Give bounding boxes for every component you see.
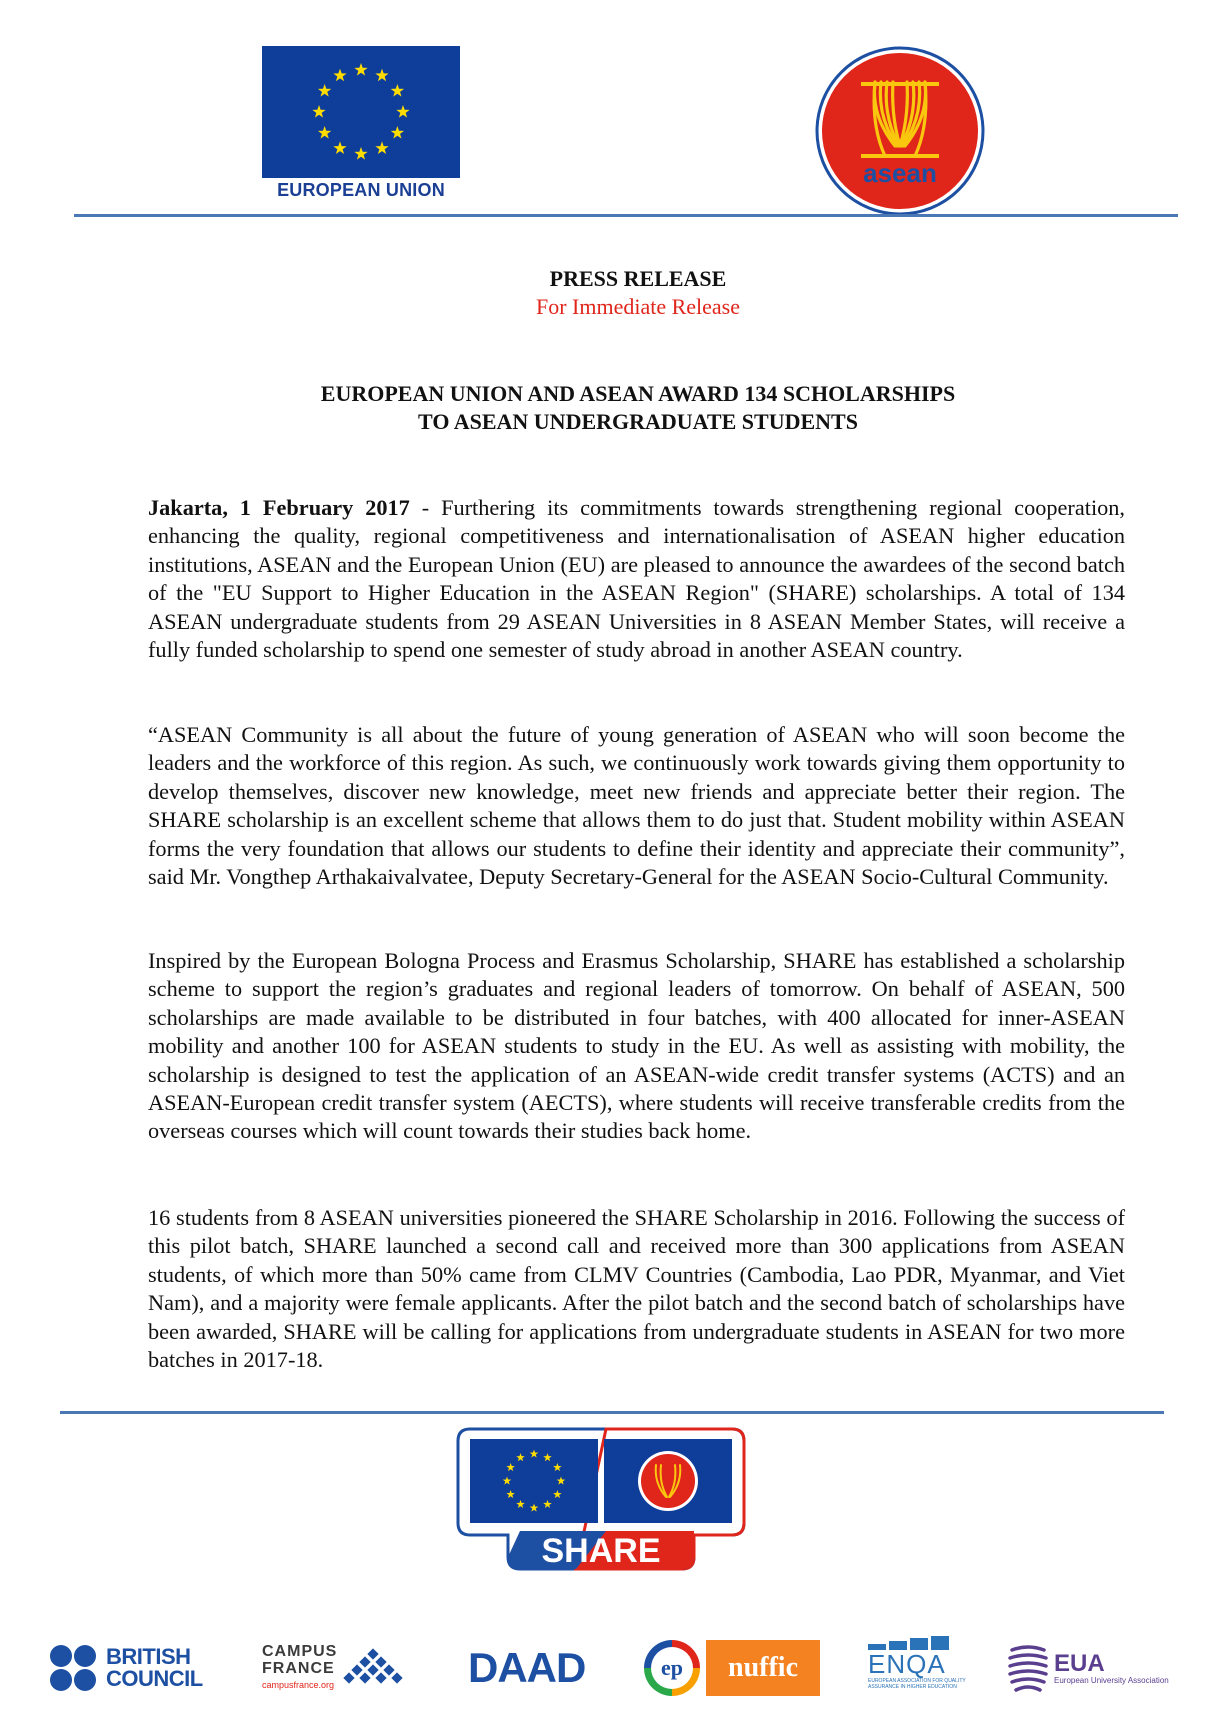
campus-france-name — [262, 1643, 337, 1694]
eu-star-icon — [318, 84, 331, 97]
eu-star-icon — [312, 105, 325, 118]
enqa-name: ENQA — [868, 1649, 946, 1679]
enqa-subtitle: EUROPEAN ASSOCIATION FOR QUALITY ASSURANCE IN HIGHER EDUCATION — [868, 1678, 966, 1690]
paragraph-4: 16 students from 8 ASEAN universities pioneered the SHARE Scholarship in 2016. Following the success of this pilot batch, SHARE launched a second call and received more than 300 applications from ASEAN students, of which more than 50% came from CLMV Countries (Cambodia, Lao PDR, Myanmar, and Viet Nam), and a majority were female applicants. After the pilot batch and the second batch of scholarships have been awarded, SHARE will be calling for applications from undergraduate students in ASEAN for two more batches in 2017-18. — [148, 1205, 1125, 1373]
nuffic-label: nuffic — [706, 1640, 820, 1696]
eu-star-icon — [391, 84, 404, 97]
headline-line-2: TO ASEAN UNDERGRADUATE STUDENTS — [418, 409, 858, 434]
paragraph-1-text: - Furthering its commitments towards strengthening regional cooperation, enhancing the quality, regional competitiveness and internationalisation of ASEAN higher education institutions, ASEAN and the European Union (EU) are pleased to announce the awardees of the second batch of the "EU Support to Higher Education in the ASEAN Region" (SHARE) scholarships. A total of 134 ASEAN undergraduate students from 29 ASEAN Universities in 8 ASEAN Member States, will receive a fully funded scholarship to spend one semester of study abroad in another ASEAN country. — [148, 495, 1126, 663]
ep-nuffic-logo — [644, 1636, 822, 1700]
eu-star-icon — [354, 147, 367, 160]
paragraph-1 — [148, 494, 1125, 664]
campus-france-line-2: FRANCE — [262, 1659, 335, 1677]
eua-name: EUA — [1054, 1649, 1105, 1677]
eua-logo — [1006, 1636, 1182, 1700]
campus-france-url: campusfrance.org — [262, 1679, 335, 1690]
campus-france-logo — [262, 1636, 432, 1700]
eu-label: EUROPEAN UNION — [277, 180, 445, 200]
paragraph-2: “ASEAN Community is all about the future of young generation of ASEAN who will soon become the leaders and the workforce of this region. As such, we continuously work towards giving them opportunity to develop themselves, discover new knowledge, meet new friends and appreciate better their region. The SHARE scholarship is an excellent scheme that allows them to do just that. Student mobility within ASEAN forms the very foundation that allows our students to define their identity and appreciate their community”, said Mr. Vongthep Arthakaivalvatee, Deputy Secretary-General for the ASEAN Socio-Cultural Community. — [148, 722, 1125, 890]
eu-star-icon — [375, 141, 388, 154]
eu-star-icon — [333, 69, 346, 82]
share-logo — [456, 1427, 746, 1589]
daad-name: DAAD — [468, 1644, 586, 1691]
eu-star-icon — [396, 105, 409, 118]
headline-line-1: EUROPEAN UNION AND ASEAN AWARD 134 SCHOLARSHIPS — [320, 381, 956, 406]
campus-france-diamond-icon — [341, 1646, 405, 1690]
british-council-line-2: COUNCIL — [106, 1666, 203, 1691]
campus-france-line-1: CAMPUS — [262, 1642, 338, 1660]
eua-swirl-icon — [1006, 1642, 1050, 1694]
daad-logo — [468, 1636, 608, 1700]
enqa-bars-icon — [868, 1636, 949, 1650]
ep-label: ep — [651, 1647, 693, 1689]
eu-star-icon — [354, 63, 367, 76]
header-divider — [74, 214, 1178, 217]
eua-subtitle: European University Association — [1054, 1675, 1169, 1685]
eu-star-icon — [318, 126, 331, 139]
press-release-subtitle: For Immediate Release — [535, 294, 741, 319]
asean-logo — [815, 46, 985, 216]
paragraph-3: Inspired by the European Bologna Process and Erasmus Scholarship, SHARE has established a scholarship scheme to support the region’s graduates and regional leaders of tomorrow. On behalf of ASEAN, 500 scholarships are made available to be distributed in four batches, with 400 allocated for inner-ASEAN mobility and another 100 for ASEAN students to study in the EU. As well as assisting with mobility, the scholarship is designed to test the application of an ASEAN-wide credit transfer systems (ACTS) and an ASEAN-European credit transfer system (AECTS), where students will receive transferable credits from the overseas courses which will count towards their studies back home. — [148, 948, 1125, 1144]
british-council-line-1: BRITISH — [106, 1644, 191, 1669]
asean-label: asean — [863, 158, 937, 188]
british-council-logo — [48, 1636, 218, 1700]
share-label: SHARE — [541, 1532, 661, 1570]
eu-flag-icon — [262, 46, 460, 178]
eu-star-icon — [333, 141, 346, 154]
dateline: Jakarta, 1 February 2017 — [148, 495, 410, 520]
ep-circle-icon — [644, 1640, 700, 1696]
british-council-dots-icon — [48, 1643, 98, 1693]
british-council-name — [106, 1646, 203, 1690]
enqa-logo — [868, 1636, 978, 1700]
eu-logo — [262, 46, 460, 201]
footer-divider — [60, 1411, 1164, 1414]
eu-star-icon — [375, 69, 388, 82]
press-release-title: PRESS RELEASE — [549, 266, 727, 291]
eu-star-icon — [391, 126, 404, 139]
